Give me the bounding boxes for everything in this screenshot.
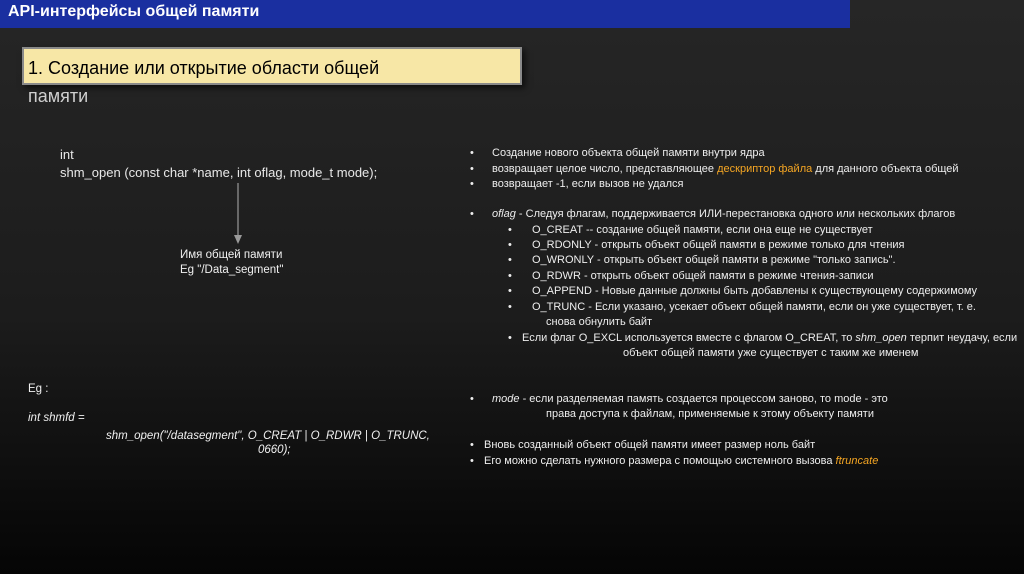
- bullet-marker: •: [470, 178, 474, 190]
- bullet-marker: •: [470, 455, 474, 467]
- sub-bullet-marker: •: [508, 270, 512, 282]
- sub-bullet-marker: •: [508, 224, 512, 236]
- bullet-7-text: Его можно сделать нужного размера с помощью системного вызова: [484, 455, 836, 467]
- sub-bullet-2: O_RDONLY - открыть объект общей памяти в режиме только для чтения: [532, 239, 905, 251]
- bullet-marker: •: [470, 147, 474, 159]
- oflag-term: oflag: [492, 208, 516, 220]
- bullet-4: [492, 207, 955, 222]
- sub-bullet-marker: •: [508, 239, 512, 251]
- sub-bullet-7-cont: объект общей памяти уже существует с таким же именем: [623, 347, 919, 359]
- sub-bullet-marker: •: [508, 254, 512, 266]
- example-code-line-1: int shmfd =: [28, 412, 85, 424]
- sub-bullet-marker: •: [508, 285, 512, 297]
- sub-bullet-4: O_RDWR - открыть объект общей памяти в режиме чтения-записи: [532, 270, 874, 282]
- bullet-3: возвращает -1, если вызов не удался: [492, 178, 684, 190]
- bullet-2-text: возвращает целое число, представляющее: [492, 163, 718, 175]
- bullet-5: [492, 392, 888, 407]
- annotation-line-2: Eg "/Data_segment": [180, 264, 284, 276]
- example-code-line-3: 0660);: [258, 444, 291, 456]
- subtitle-line1: 1. Создание или открытие области общей: [28, 58, 380, 78]
- bullet-marker: •: [470, 163, 474, 175]
- down-arrow-icon: [232, 183, 244, 245]
- header-bar: [0, 0, 850, 28]
- name-annotation: [180, 248, 283, 278]
- section-subtitle: [28, 56, 498, 108]
- ftruncate-highlight: ftruncate: [835, 455, 879, 467]
- bullet-6: Вновь созданный объект общей памяти имеет размер ноль байт: [484, 439, 816, 451]
- code-line-1: int: [60, 147, 74, 162]
- sub-bullet-6-cont: снова обнулить байт: [546, 316, 653, 328]
- bullet-1: Создание нового объекта общей памяти внутри ядра: [492, 147, 765, 159]
- mode-term: mode: [492, 393, 520, 405]
- sub-bullet-7-text: Если флаг O_EXCL используется вместе с флагом O_CREAT, то: [522, 332, 856, 344]
- code-line-2: shm_open (const char *name, int oflag, mode_t mode);: [60, 165, 378, 180]
- example-code-line-2: shm_open("/datasegment", O_CREAT | O_RDWR | O_TRUNC,: [106, 430, 430, 442]
- page-title: API-интерфейсы общей памяти: [8, 3, 260, 20]
- bullet-5-cont: права доступа к файлам, применяемые к этому объекту памяти: [546, 408, 874, 420]
- bullet-7: [484, 454, 878, 469]
- bullet-marker: •: [470, 208, 474, 220]
- bullet-4-text: - Следуя флагам, поддерживается ИЛИ-перестановка одного или нескольких флагов: [515, 208, 956, 220]
- bullet-5-text: - если разделяемая память создается процессом заново, то mode - это: [519, 393, 888, 405]
- sub-bullet-7-tail: терпит неудачу, если: [906, 332, 1018, 344]
- bullet-marker: •: [470, 393, 474, 405]
- function-signature: [60, 146, 377, 182]
- sub-bullet-marker: •: [508, 301, 512, 313]
- bullet-2: [492, 162, 959, 177]
- sub-bullet-3: O_WRONLY - открыть объект общей памяти в режиме "только запись".: [532, 254, 896, 266]
- sub-bullet-5: O_APPEND - Новые данные должны быть добавлены к существующему содержимому: [532, 285, 978, 297]
- bullet-marker: •: [470, 439, 474, 451]
- sub-bullet-6: O_TRUNC - Если указано, усекает объект общей памяти, если он уже существует, т. е.: [532, 301, 976, 313]
- annotation-line-1: Имя общей памяти: [180, 249, 283, 261]
- bullet-2-tail: для данного объекта общей: [812, 163, 959, 175]
- shm-open-term: shm_open: [855, 332, 907, 344]
- subtitle-line2: памяти: [28, 86, 89, 106]
- example-label: Eg :: [28, 383, 49, 395]
- file-descriptor-highlight: дескриптор файла: [717, 163, 813, 175]
- sub-bullet-1: O_CREAT -- создание общей памяти, если она еще не существует: [532, 224, 873, 236]
- sub-bullet-marker: •: [508, 332, 512, 344]
- sub-bullet-7: [522, 331, 1017, 346]
